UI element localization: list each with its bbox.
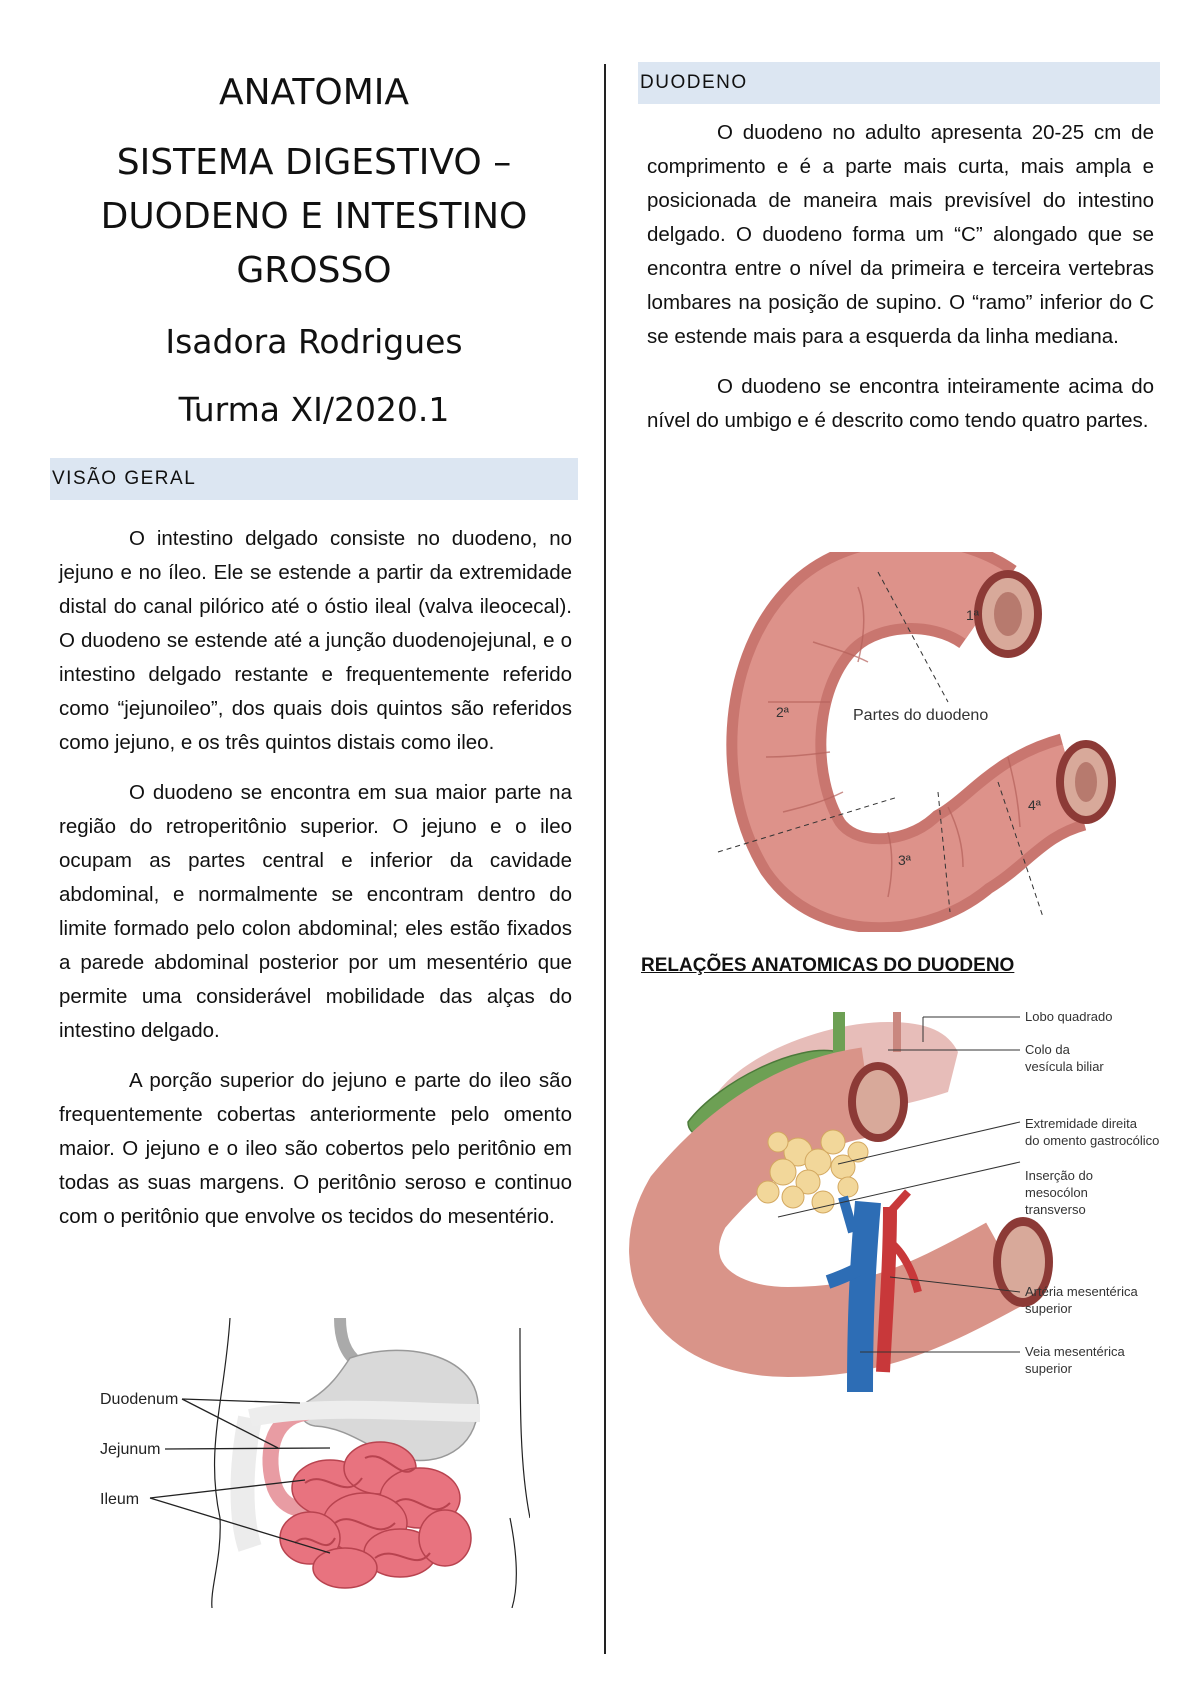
label-jejunum: Jejunum xyxy=(100,1441,161,1458)
doc-subtitle-line-2: DUODENO E INTESTINO xyxy=(100,196,528,237)
relations-heading: RELAÇÕES ANATOMICAS DO DUODENO xyxy=(641,955,1015,976)
section-heading-visao-geral: VISÃO GERAL xyxy=(50,458,578,500)
column-divider xyxy=(604,64,606,1654)
left-column xyxy=(50,58,578,1508)
paragraph: O duodeno se encontra em sua maior parte na região do retroperitônio superior. O jejuno e o ileo ocupam as partes central e inferior da cavidade abdominal, e normalmente se encontram dentro do limite formado pelo colon abdominal; eles estão fixados a parede abdominal posterior por um mesentério que permite uma considerável mobilidade das alças do intestino delgado. xyxy=(59,781,572,1042)
section-heading-duodeno: DUODENO xyxy=(638,62,1160,104)
doc-subtitle-line-1: SISTEMA DIGESTIVO – xyxy=(116,142,512,183)
label-omento-line2: do omento gastrocólico xyxy=(1025,1133,1160,1148)
label-part-3: 3ª xyxy=(898,852,911,868)
class-label: Turma XI/2020.1 xyxy=(178,390,450,429)
label-lobo-quadrado: Lobo quadrado xyxy=(1025,1012,1113,1024)
label-ileum: Ileum xyxy=(100,1491,140,1508)
label-veia-line2: superior xyxy=(1025,1361,1072,1376)
label-mesocolon-line3: transverso xyxy=(1025,1202,1086,1217)
label-veia-line1: Veia mesentérica xyxy=(1025,1344,1125,1359)
doc-subtitle-line-3: GROSSO xyxy=(236,250,392,291)
label-mesocolon-line1: Inserção do xyxy=(1025,1168,1093,1183)
label-part-4: 4ª xyxy=(1028,797,1041,813)
label-part-2: 2ª xyxy=(776,704,789,720)
label-arteria-line1: Artéria mesentérica xyxy=(1025,1284,1138,1299)
paragraph: A porção superior do jejuno e parte do ileo são frequentemente cobertas anteriormente pelo omento maior. O jejuno e o ileo são cobertos pelo peritônio em todas as suas margens. O peritônio seroso e continuo com o peritônio que envolve os tecidos do mesentério. xyxy=(59,1069,572,1228)
figure-caption: Partes do duodeno xyxy=(853,707,989,724)
duodenum-relations-figure xyxy=(628,1012,1168,1442)
paragraph: O duodeno se encontra inteiramente acima do nível do umbigo e é descrito como tendo quatro partes. xyxy=(647,375,1154,432)
label-colo-line2: vesícula biliar xyxy=(1025,1059,1104,1074)
label-colo-line1: Colo da xyxy=(1025,1042,1070,1057)
duodenum-parts-figure xyxy=(708,552,1128,932)
label-part-1: 1ª xyxy=(966,607,979,623)
label-omento-line1: Extremidade direita xyxy=(1025,1116,1137,1131)
paragraph: O duodeno no adulto apresenta 20-25 cm de comprimento e é a parte mais curta, mais ampla e posicionada de maneira mais previsível do intestino delgado. O duodeno forma um “C” alongado que se encontra entre o nível da primeira e terceira vertebras lombares na posição de supino. O “ramo” inferior do C se estende mais para a esquerda da linha mediana. xyxy=(647,121,1154,348)
title-block xyxy=(50,70,578,432)
doc-title: ANATOMIA xyxy=(218,72,410,113)
right-column xyxy=(638,62,1160,1376)
author-name: Isadora Rodrigues xyxy=(165,322,463,361)
label-arteria-line2: superior xyxy=(1025,1301,1072,1316)
small-intestine-figure xyxy=(100,1318,530,1608)
label-mesocolon-line2: mesocólon xyxy=(1025,1185,1088,1200)
label-duodenum: Duodenum xyxy=(100,1391,179,1408)
paragraph: O intestino delgado consiste no duodeno, no jejuno e no íleo. Ele se estende a partir da extremidade distal do canal pilórico até o óstio ileal (valva ileocecal). O duodeno se estende até a junção duodenojejunal, e o intestino delgado restante e frequentemente referido como “jejunoileo”, dos quais dois quintos são referidos como jejuno, e os três quintos distais como ileo. xyxy=(59,527,572,754)
